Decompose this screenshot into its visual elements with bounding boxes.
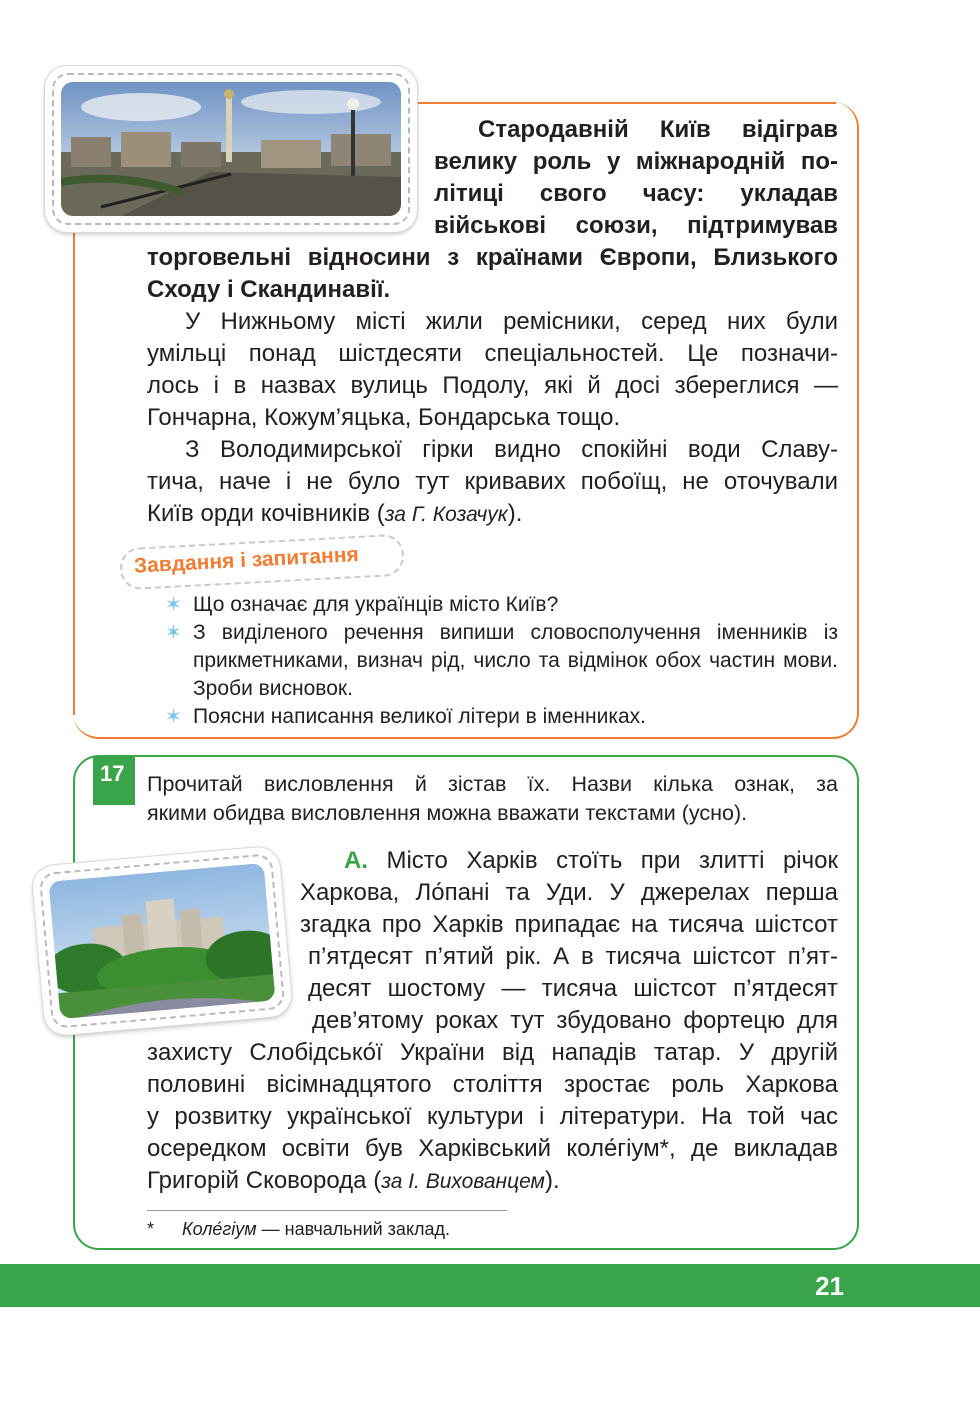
footnote-term: Коле́гіум: [182, 1219, 257, 1239]
footnote-definition: — навчальний заклад.: [256, 1219, 451, 1239]
exercise-instruction: [147, 770, 838, 828]
asterisk-bullet-icon: ✶: [165, 622, 182, 644]
intro-paragraph-top: [434, 114, 838, 242]
paragraph-slavutych: [147, 434, 838, 531]
text-line: А. Місто Харків стоїть при злитті річок: [344, 847, 838, 874]
exercise-number-badge: 17: [93, 757, 135, 805]
footnote: [147, 1217, 450, 1241]
text-line: осередком освіти був Харківський коле́гіум*, де викладав: [147, 1135, 838, 1162]
text-line: Київ орди кочівників (за Г. Козачук).: [147, 500, 523, 527]
text-marker: А.: [344, 847, 368, 874]
tasks-heading: Завдання і запитання: [133, 542, 360, 578]
text-line: захисту Слобідсько́ї України від нападів татар. У другій: [147, 1039, 838, 1066]
footnote-marker: *: [147, 1219, 155, 1239]
text-line: Стародавній Київ відіграв: [478, 116, 838, 143]
text-line: Григорій Сковорода (за І. Вихованцем).: [147, 1167, 560, 1194]
exercise-badge-notch: [93, 793, 135, 805]
text-a-full: [147, 1037, 838, 1198]
footnote-divider: [147, 1210, 507, 1211]
text-line: Прочитай висловлення й зістав їх. Назви кілька ознак, за: [147, 772, 838, 796]
text-line: якими обидва висловлення можна вважати текстами (усно).: [147, 801, 748, 825]
text-line: торговельні відносини з країнами Європи, Близького: [147, 244, 838, 271]
asterisk-bullet-icon: ✶: [165, 706, 182, 728]
text-line: десят шостому — тисяча шістсот п’ятдесят: [308, 975, 838, 1002]
paragraph-podil: [147, 306, 838, 434]
text-a-wrapped: [300, 845, 838, 1037]
text-line: лось і в назвах вулиць Подолу, які й досі збереглися —: [147, 372, 838, 399]
text-line: З Володимирської гірки видно спокійні води Славу-: [185, 436, 838, 463]
text-line: тича, наче і не було тут кривавих побоїщ, не оточували: [147, 468, 838, 495]
text-line: у розвитку української культури і літератури. На той час: [147, 1103, 838, 1130]
text-line: У Нижньому місті жили ремісники, серед них були: [185, 308, 838, 335]
text-line: військові союзи, підтримував: [434, 212, 838, 239]
page-footer-bar: [0, 1264, 980, 1307]
text-line: половині вісімнадцятого століття зростає роль Харкова: [147, 1071, 838, 1098]
text-line: Гончарна, Кожум’яцька, Бондарська тощо.: [147, 404, 621, 431]
kyiv-photo: [45, 66, 417, 232]
reading-frame-top: [400, 102, 836, 104]
text-line: п’ятдесят п’ятий рік. А в тисяча шістсот п’ят-: [308, 943, 838, 970]
text-line: Харкова, Ло́пані та Уди. У джерелах перша: [300, 879, 838, 906]
kharkiv-photo: [31, 846, 293, 1037]
text-line: велику роль у міжнародній по-: [434, 148, 838, 175]
text-line: умільці понад шістдесяти спеціальностей. Це позначи-: [147, 340, 838, 367]
text-line: згадка про Харків припадає на тисяча шістсот: [300, 911, 838, 938]
text-line: дев’ятому роках тут збудовано фортецю для: [312, 1007, 838, 1034]
page-number: 21: [815, 1271, 844, 1301]
reading-frame-left: [73, 230, 75, 715]
asterisk-bullet-icon: ✶: [165, 594, 182, 616]
kyiv-cityscape-image: [61, 82, 401, 216]
intro-paragraph-bottom: [147, 242, 838, 306]
source-citation: за І. Вихованцем: [381, 1170, 545, 1193]
text-line: Сходу і Скандинавії.: [147, 276, 391, 303]
kharkiv-university-image: [48, 863, 275, 1019]
source-citation: за Г. Козачук: [384, 503, 508, 526]
text-line: літиці свого часу: укладав: [434, 180, 838, 207]
